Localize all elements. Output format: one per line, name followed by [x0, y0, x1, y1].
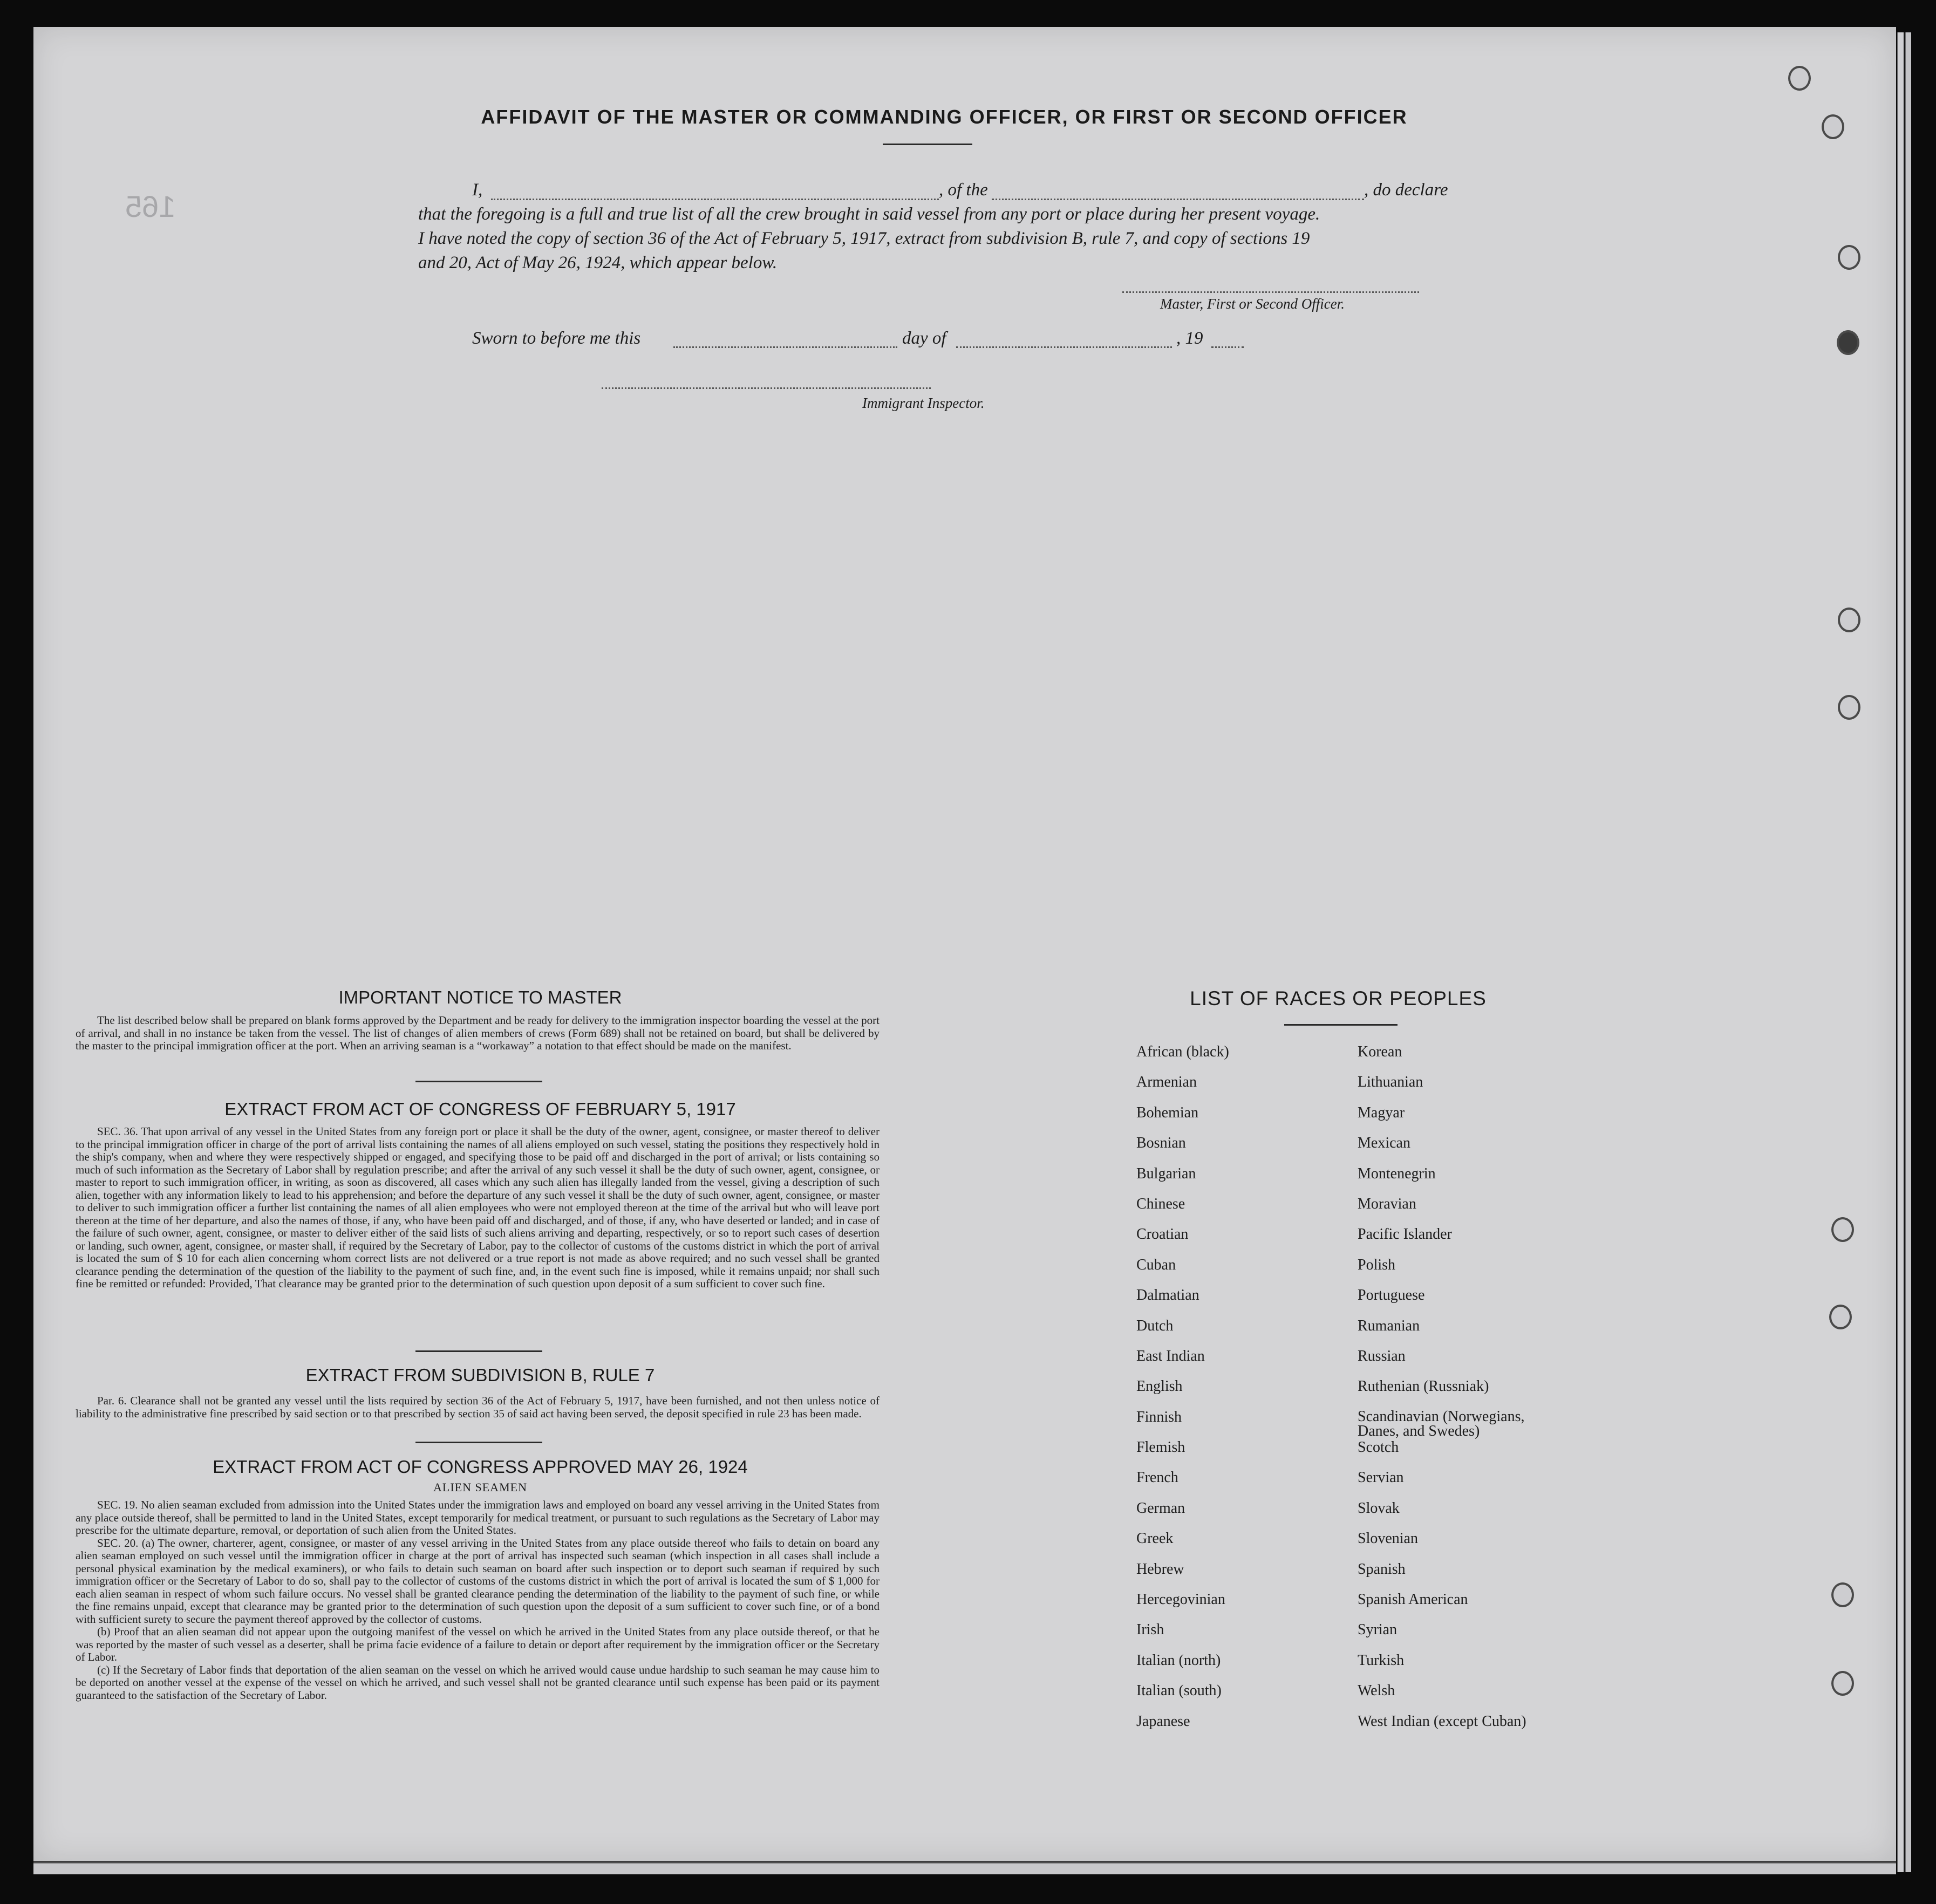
- race-item: Armenian: [1136, 1074, 1197, 1091]
- name-blank[interactable]: [491, 199, 939, 200]
- races-title-rule: [1284, 1024, 1398, 1026]
- sworn-label: Sworn to before me this: [472, 329, 641, 348]
- master-caption: Master, First or Second Officer.: [1160, 296, 1345, 312]
- declaration-line-2: that the foregoing is a full and true list of all the crew brought in said vessel from any port or place during her present voyage.: [418, 204, 1320, 224]
- race-item: Mexican: [1358, 1135, 1410, 1152]
- extract-1924-body: [76, 1499, 880, 1702]
- section-20b-paragraph: (b) Proof that an alien seaman did not appear upon the outgoing manifest of the vessel on which he arrived in the United States from any place outside thereof, or that he was reported by the master of such vessel as a deserter, shall be prima facie evidence of a failure to detain or deport after requirement by the immigration officer or the Secretary of Labor.: [76, 1625, 880, 1663]
- race-item: English: [1136, 1378, 1183, 1395]
- race-item: Greek: [1136, 1530, 1174, 1547]
- races-left-column: [1136, 1044, 1229, 1744]
- race-item: Moravian: [1358, 1195, 1416, 1212]
- binder-hole: [1788, 66, 1811, 91]
- race-item: Rumanian: [1358, 1317, 1420, 1334]
- binder-hole: [1838, 245, 1860, 270]
- section-36-paragraph: SEC. 36. That upon arrival of any vessel in the United States from any foreign port or place it shall be the duty of the owner, agent, consignee, or master thereof to deliver to the principal immigration officer in charge of the port of arrival lists containing the names of all aliens employed on such vessel, stating the positions they respectively hold in the ship's company, when and where they were respectively shipped or engaged, and specifying those to be paid off and discharged in the port of arrival; or lists containing so much of such information as the Secretary of Labor shall by regulation prescribe; and after the arrival of any such vessel it shall be the duty of such owner, agent, consignee, or master to report to such immigration officer, in writing, as soon as discovered, all cases which any such alien has illegally landed from the vessel, giving a description of such alien, together with any information likely to lead to his apprehension; and before the departure of any such vessel it shall be the duty of such owner, agent, consignee, or master to deliver to such immigration officer a further list containing the names of all alien employees who were not employed thereon at the time of the arrival but who will leave port thereon at the time of her departure, and also the names of those, if any, who have been paid off and discharged, and of those, if any, who have deserted or landed; and in case of the failure of such owner, agent, consignee, or master to deliver either of the said lists of such aliens arriving and departing, respectively, or so to report such cases of desertion or landing, such owner, agent, consignee, or master shall, if required by the Secretary of Labor, pay to the collector of customs of the customs district in which the port of arrival is located the sum of $ 10 for each alien concerning whom correct lists are not delivered or a true report is not made as above required; and no such vessel shall be granted clearance pending the determination of the question of the liability to the payment of such fine, and, in the event such fine is imposed, while it remains unpaid; nor shall such fine be remitted or refunded: Provided, That clearance may be granted prior to the determination of such question upon deposit of a sum sufficient to cover such fine.: [76, 1125, 880, 1290]
- race-item: Spanish: [1358, 1560, 1406, 1578]
- race-item: Slovenian: [1358, 1530, 1418, 1547]
- extract-1917-title: EXTRACT FROM ACT OF CONGRESS OF FEBRUARY 5, 1917: [224, 1099, 736, 1119]
- race-item: Syrian: [1358, 1621, 1398, 1639]
- master-signature-blank[interactable]: [1122, 291, 1419, 293]
- race-item: Russian: [1358, 1347, 1406, 1364]
- bleed-page-number: 165: [125, 189, 176, 223]
- extract-rule7-title: EXTRACT FROM SUBDIVISION B, RULE 7: [305, 1365, 655, 1385]
- declaration-intro: I,: [472, 180, 483, 200]
- binder-hole: [1829, 1305, 1852, 1329]
- race-item: Flemish: [1136, 1439, 1185, 1456]
- page-bottom-edge: [33, 1862, 1896, 1874]
- race-item: German: [1136, 1499, 1185, 1517]
- race-item: West Indian (except Cuban): [1358, 1712, 1526, 1730]
- race-item: Montenegrin: [1358, 1165, 1436, 1182]
- binder-hole: [1831, 1217, 1854, 1242]
- race-item: French: [1136, 1469, 1178, 1486]
- race-item: East Indian: [1136, 1347, 1205, 1364]
- sworn-day-of: day of: [902, 329, 946, 348]
- declaration-of-the: , of the: [939, 180, 988, 200]
- declaration-line-3: I have noted the copy of section 36 of the Act of February 5, 1917, extract from subdivision B, rule 7, and copy of sections 19: [418, 229, 1310, 248]
- race-item: Dutch: [1136, 1317, 1174, 1334]
- race-item: Polish: [1358, 1256, 1396, 1273]
- sworn-year-blank[interactable]: [1211, 346, 1244, 348]
- race-item: Hercegovinian: [1136, 1591, 1225, 1608]
- race-item: Lithuanian: [1358, 1074, 1423, 1091]
- race-item: Cuban: [1136, 1256, 1176, 1273]
- binder-hole: [1831, 1582, 1854, 1607]
- section-rule: [415, 1350, 542, 1352]
- race-item: Welsh: [1358, 1682, 1395, 1700]
- binder-hole: [1838, 608, 1860, 632]
- race-item: Bosnian: [1136, 1135, 1186, 1152]
- race-item: Italian (north): [1136, 1652, 1221, 1669]
- inspector-signature-blank[interactable]: [602, 387, 931, 389]
- extract-rule7-body: [76, 1395, 880, 1420]
- sworn-day-blank[interactable]: [673, 346, 897, 348]
- alien-seamen-subtitle: ALIEN SEAMEN: [433, 1480, 527, 1494]
- page-stack-edge: [1905, 32, 1911, 1872]
- binder-hole: [1837, 330, 1859, 355]
- race-item: Irish: [1136, 1621, 1164, 1639]
- sworn-month-blank[interactable]: [956, 346, 1172, 348]
- notice-paragraph: The list described below shall be prepared on blank forms approved by the Department and be ready for delivery to the immigration inspector boarding the vessel at the port of arrival, and shall in no instance be taken from the vessel. The list of changes of alien members of crews (Form 689) shall not be retained on board, but shall be delivered by the master to the principal immigration officer at the port. When an arriving seaman is a “workaway” a notation to that effect should be made on the manifest.: [76, 1014, 880, 1052]
- race-item: African (black): [1136, 1043, 1229, 1060]
- section-19-paragraph: SEC. 19. No alien seaman excluded from admission into the United States under the immigration laws and employed on board any vessel arriving in the United States from any place outside thereof, shall be permitted to land in the United States, except temporarily for medical treatment, or pursuant to such regulations as the Secretary of Labor may prescribe for the ultimate departure, removal, or deportation of such alien from the United States.: [76, 1498, 880, 1537]
- binder-hole: [1838, 695, 1860, 720]
- races-right-column: [1358, 1044, 1557, 1744]
- race-item: Portuguese: [1358, 1287, 1425, 1304]
- section-20c-paragraph: (c) If the Secretary of Labor finds that deportation of the alien seaman on the vessel on which he arrived would cause undue hardship to such seaman he may cause him to be deported on another vessel at the expense of the vessel on which he arrived, and such vessel shall not be granted clearance until such expense has been paid or its payment guaranteed to the satisfaction of the Secretary of Labor.: [76, 1663, 880, 1702]
- race-item: Magyar: [1358, 1104, 1405, 1121]
- races-title: LIST OF RACES OR PEOPLES: [1190, 987, 1487, 1009]
- race-item: Pacific Islander: [1358, 1226, 1452, 1243]
- section-20a-paragraph: SEC. 20. (a) The owner, charterer, agent, consignee, or master of any vessel arriving in the United States from any place outside thereof who fails to detain on board any alien seaman employed on such vessel until the immigration officer in charge at the port of arrival has inspected such seaman (which inspection in all cases shall include a personal physical examination by the medical examiners), or who fails to detain such seaman on board after such inspection or to deport such seaman if required by such immigration officer or the Secretary of Labor to do so, shall pay to the collector of customs of the customs district in which the port of arrival is located the sum of $ 1,000 for each alien seaman in respect of whom such failure occurs. No vessel shall be granted clearance pending the determination of the liability to the payment of such fine, or while the fine remains unpaid, except that clearance may be granted prior to the determination of such question upon the deposit of a sum sufficient to cover such fine, or of a bond with sufficient surety to secure the payment thereof approved by the collector of customs.: [76, 1536, 880, 1626]
- notice-body: [76, 1014, 880, 1053]
- extract-1924-title: EXTRACT FROM ACT OF CONGRESS APPROVED MAY 26, 1924: [213, 1457, 748, 1477]
- race-item: Hebrew: [1136, 1560, 1184, 1578]
- binder-hole: [1822, 114, 1844, 139]
- sworn-year: , 19: [1176, 329, 1203, 348]
- rule7-paragraph: Par. 6. Clearance shall not be granted any vessel until the lists required by section 36 of the Act of February 5, 1917, have been furnished, and not then unless notice of liability to the administrative fine prescribed by said section or to that prescribed by section 35 of said act having been served, the deposit specified in rule 23 has been made.: [76, 1394, 880, 1420]
- inspector-caption: Immigrant Inspector.: [862, 395, 985, 411]
- binder-hole: [1831, 1671, 1854, 1696]
- race-item: Chinese: [1136, 1195, 1185, 1212]
- extract-1917-body: [76, 1125, 880, 1291]
- race-item: Scotch: [1358, 1439, 1399, 1456]
- race-item: Dalmatian: [1136, 1287, 1199, 1304]
- race-item: Servian: [1358, 1469, 1404, 1486]
- declaration-line-4: and 20, Act of May 26, 1924, which appear below.: [418, 253, 778, 272]
- title-rule: [883, 144, 972, 145]
- race-item: Slovak: [1358, 1499, 1400, 1517]
- page-stack-edge: [1897, 32, 1904, 1872]
- race-item: Finnish: [1136, 1408, 1182, 1425]
- affidavit-title: AFFIDAVIT OF THE MASTER OR COMMANDING OFFICER, OR FIRST OR SECOND OFFICER: [481, 106, 1408, 128]
- section-rule: [415, 1081, 542, 1082]
- notice-title: IMPORTANT NOTICE TO MASTER: [338, 987, 622, 1007]
- race-item: Scandinavian (Norwegians, Danes, and Swedes): [1358, 1408, 1525, 1439]
- race-item: Spanish American: [1358, 1591, 1468, 1608]
- race-item: Turkish: [1358, 1652, 1405, 1669]
- section-rule: [415, 1442, 542, 1443]
- race-item: Ruthenian (Russniak): [1358, 1378, 1489, 1395]
- race-item: Korean: [1358, 1043, 1402, 1060]
- race-item: Bohemian: [1136, 1104, 1199, 1121]
- race-item: Japanese: [1136, 1712, 1190, 1730]
- race-item: Bulgarian: [1136, 1165, 1196, 1182]
- race-item: Italian (south): [1136, 1682, 1222, 1700]
- declaration-do-declare: , do declare: [1364, 180, 1448, 200]
- race-item: Croatian: [1136, 1226, 1189, 1243]
- vessel-blank[interactable]: [992, 199, 1364, 200]
